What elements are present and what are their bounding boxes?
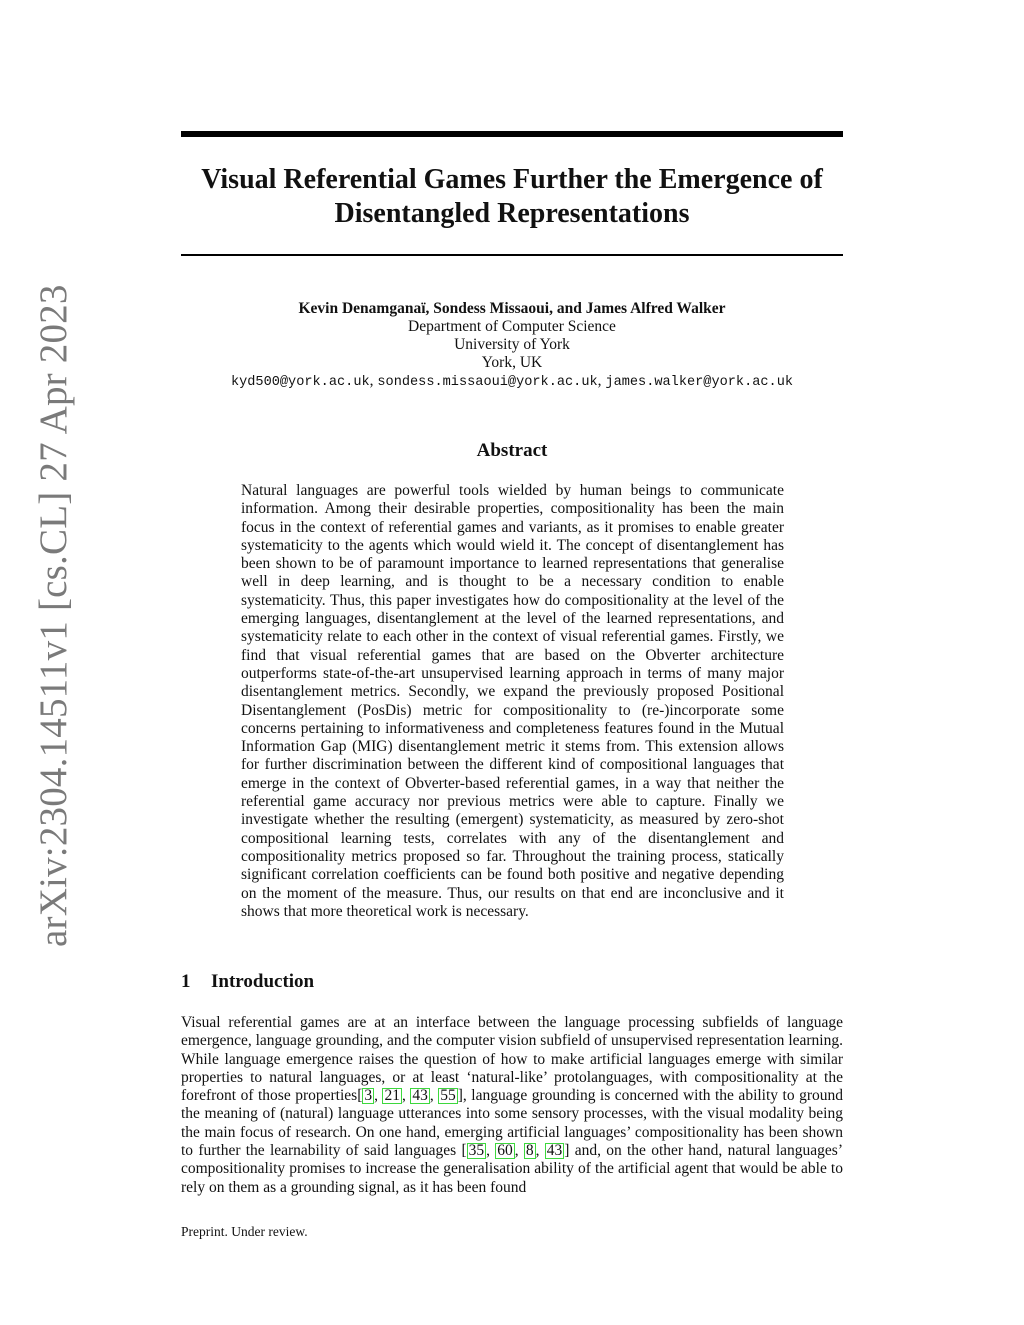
intro-text: and, on the other hand, natural languages’ compositionality promises to increase the generalisation ability of the artificial agent that would be able to rely on them as a grounding signal, as it has been found <box>181 1142 844 1196</box>
intro-text: , language grounding is concerned with the ability to ground the meaning of (natural) language utterances into some sensory processes, with the visual modality being the main focus of research. On one hand, emerging artificial languages’ compositionality has been shown to further the learnability of said languages <box>181 1087 844 1160</box>
section-number: 1 <box>181 971 191 992</box>
author-block <box>181 300 843 392</box>
author-location: York, UK <box>481 354 543 371</box>
footer-note: Preprint. Under review. <box>181 1224 308 1239</box>
author-email: sondess.missaoui@york.ac.uk <box>377 375 598 390</box>
arxiv-identifier: arXiv:2304.14511v1 [cs.CL] 27 Apr 2023 <box>32 284 75 947</box>
author-names: Kevin Denamganaï, Sondess Missaoui, and James Alfred Walker <box>298 300 726 317</box>
title-bottom-rule <box>181 254 843 256</box>
section-title: Introduction <box>211 971 315 992</box>
author-email: james.walker@york.ac.uk <box>605 375 794 390</box>
citation-link[interactable]: 21 <box>384 1087 400 1105</box>
citation-link[interactable]: 35 <box>468 1142 485 1160</box>
citation-link[interactable]: 60 <box>497 1142 513 1160</box>
citation-link[interactable]: 43 <box>412 1087 428 1105</box>
citation-link[interactable]: 3 <box>364 1087 373 1105</box>
author-email: kyd500@york.ac.uk <box>230 375 370 390</box>
author-department: Department of Computer Science <box>408 318 616 335</box>
citation-link[interactable]: 8 <box>525 1142 534 1160</box>
paper-title: Visual Referential Games Further the Emergence of Disentangled Representations <box>201 164 823 229</box>
abstract-text: Natural languages are powerful tools wielded by human beings to communicate information. Among their desirable properties, compositionality has been the main focus in the context of referential games and variants, as it promises to enable greater systematicity to the agents which would wield it. The concept of disentanglement has been shown to be of paramount importance to learned representations that generalise well in deep learning, and is thought to be a necessary condition to enable systematicity. Thus, this paper investigates how do compositionality at the level of the emerging languages, disentanglement at the level of the learned representations, and systematicity relate to each other in the context of visual referential games. Firstly, we find that visual referential games that are based on the Obverter architecture outperforms state-of-the-art unsupervised learning approach in terms of many major disentanglement metrics. Secondly, we expand the previously proposed Positional Disentanglement (PosDis) metric for compositionality to (re-)incorporate some concerns pertaining to informativeness and completeness features found in the Mutual Information Gap (MIG) disentanglement metric it stems from. This extension allows for further discrimination between the different kind of compositional languages that emerge in the context of Obverter-based referential games, in a way that neither the referential game accuracy nor previous metrics were able to capture. Finally we investigate whether the resulting (emergent) systematicity, as measured by zero-shot compositional learning tests, correlates with any of the disentanglement and compositionality metrics proposed so far. Throughout the training process, statically significant correlation coefficients can be found both positive and negative depending on the moment of the measure. Thus, our results on that end are inconclusive and it shows that more theoretical work is necessary. <box>241 482 784 920</box>
author-emails: kyd500@york.ac.uk, sondess.missaoui@york.ac.uk, james.walker@york.ac.uk <box>230 372 794 390</box>
abstract-heading: Abstract <box>476 440 548 461</box>
author-university: University of York <box>454 336 570 353</box>
intro-text: Visual referential games are at an interface between the language processing subfields of language emergence, language grounding, and the computer vision subfield of unsupervised representation learning. While language emergence raises the question of how to make artificial languages emerge with similar properties to natural languages, or at least ‘natural-like’ protolanguages, with compositionality at the forefront of those properties <box>181 1014 843 1105</box>
section-heading <box>181 971 843 993</box>
citation-link[interactable]: 43 <box>546 1142 563 1160</box>
title-top-rule <box>181 131 843 137</box>
citation-link[interactable]: 55 <box>440 1087 456 1105</box>
introduction-paragraph: Visual referential games are at an interface between the language processing subfields of language emergence, language grounding, and the computer vision subfield of unsupervised representation learning. While language emergence raises the question of how to make artificial languages emerge with similar properties to natural languages, or at least ‘natural-like’ protolanguages, with compositionality at the forefront of those properties[ 3 , 21 , 43 , 55 ], language grounding is concerned with the ability to ground the meaning of (natural) language utterances into some sensory processes, with the visual modality being the main focus of research. On one hand, emerging artificial languages’ compositionality has been shown to further the learnability of said languages [ 35 , 60 , 8 , 43 ] and, on the other hand, natural languages’ compositionality promises to increase the generalisation ability of the artificial agent that would be able to rely on them as a grounding signal, as it has been found <box>181 1014 844 1196</box>
